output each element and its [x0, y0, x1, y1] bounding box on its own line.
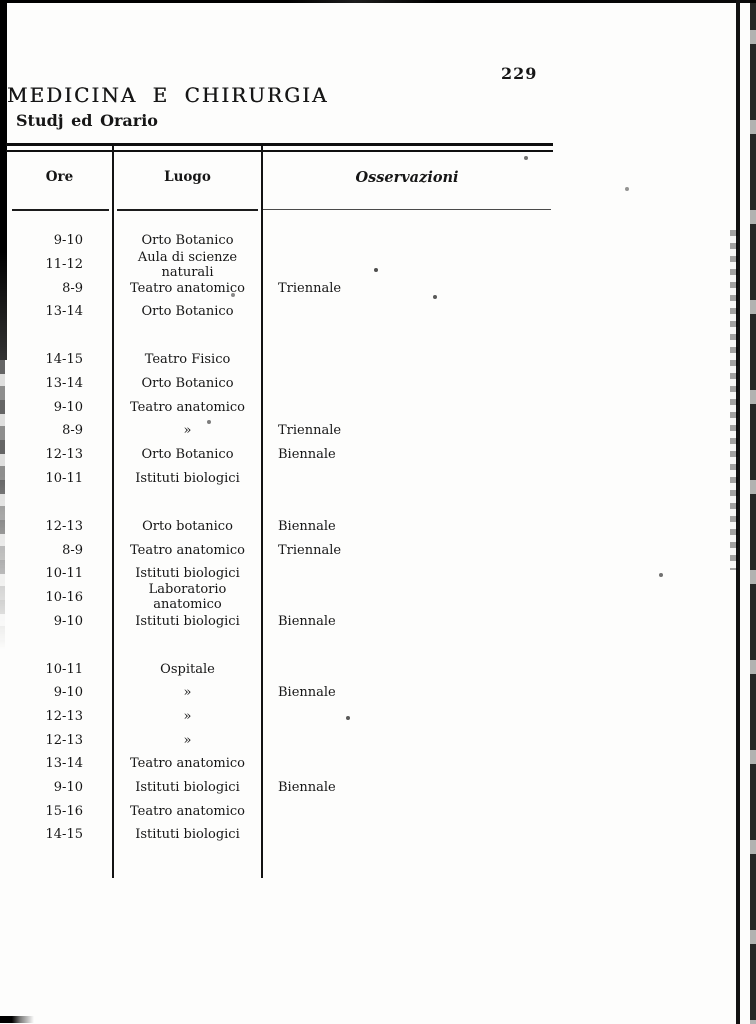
luogo-cell: Istituti biologici: [135, 613, 240, 629]
luogo-cell: »: [183, 685, 192, 701]
ore-cell: 12-13: [45, 708, 83, 724]
table-row: [6, 395, 552, 419]
column-header-ore: Ore: [45, 169, 74, 185]
column-header-osservazioni: Osservazioni: [355, 168, 459, 186]
luogo-cell: Ospitale: [160, 661, 215, 677]
column-header-luogo: Luogo: [164, 169, 211, 185]
luogo-cell: Laboratorio anatomico: [148, 582, 227, 613]
osservazioni-cell: Biennale: [278, 447, 336, 463]
ore-cell: 12-13: [45, 732, 83, 748]
table-row: [6, 752, 552, 776]
ore-cell: 9-10: [53, 233, 83, 249]
header-underline-ore: [12, 209, 109, 211]
luogo-cell: Orto Botanico: [141, 447, 234, 463]
scan-edge-top: [0, 0, 756, 3]
luogo-cell: Aula di scienze naturali: [137, 249, 238, 280]
ore-cell: 14-15: [45, 352, 83, 368]
table-row: [6, 728, 552, 752]
header-underline-luogo: [117, 209, 258, 211]
table-row: [6, 419, 552, 443]
table-row: [6, 300, 552, 324]
table-row: [6, 799, 552, 823]
ore-cell: 10-11: [45, 661, 83, 677]
luogo-cell: Teatro Fisico: [144, 352, 231, 368]
row-group-3: [6, 514, 552, 632]
luogo-cell: Orto Botanico: [141, 304, 234, 320]
scan-edge-right-outer: [750, 0, 756, 1024]
osservazioni-cell: Triennale: [278, 423, 342, 439]
table-row: [6, 705, 552, 729]
ore-cell: 9-10: [53, 779, 83, 795]
luogo-cell: Orto Botanico: [141, 376, 234, 392]
scan-edge-right-fringe: [730, 230, 738, 570]
table-row: [6, 229, 552, 253]
row-group-4: [6, 657, 552, 847]
osservazioni-cell: Biennale: [278, 613, 336, 629]
ore-cell: 11-12: [45, 257, 83, 273]
ore-cell: 10-11: [45, 470, 83, 486]
luogo-cell: Istituti biologici: [135, 470, 240, 486]
page-subtitle: Studj ed Orario: [16, 111, 158, 130]
ore-cell: 12-13: [45, 447, 83, 463]
table-row: [6, 348, 552, 372]
luogo-cell: Istituti biologici: [135, 566, 240, 582]
ore-cell: 13-14: [45, 376, 83, 392]
ore-cell: 12-13: [45, 518, 83, 534]
luogo-cell: Orto Botanico: [141, 233, 234, 249]
luogo-cell: Teatro anatomico: [129, 756, 246, 772]
table-header-row: [6, 146, 552, 208]
luogo-cell: »: [183, 423, 192, 439]
table-row: [6, 249, 552, 280]
ore-cell: 13-14: [45, 756, 83, 772]
osservazioni-cell: Triennale: [278, 542, 342, 558]
page-title: MEDICINA E CHIRURGIA: [7, 83, 329, 107]
table-row: [6, 514, 552, 538]
ore-cell: 14-15: [45, 827, 83, 843]
table-row: [6, 823, 552, 847]
ore-cell: 13-14: [45, 304, 83, 320]
table-row: [6, 681, 552, 705]
ore-cell: 10-16: [45, 589, 83, 605]
table-row: [6, 776, 552, 800]
luogo-cell: Orto botanico: [142, 518, 233, 534]
row-group-2: [6, 348, 552, 490]
ore-cell: 15-16: [45, 803, 83, 819]
schedule-table: [6, 229, 552, 871]
table-row: [6, 538, 552, 562]
row-group-1: [6, 229, 552, 324]
table-row: [6, 582, 552, 613]
ore-cell: 8-9: [62, 542, 83, 558]
luogo-cell: Teatro anatomico: [129, 542, 246, 558]
luogo-cell: Teatro anatomico: [129, 399, 246, 415]
table-row: [6, 466, 552, 490]
luogo-cell: Teatro anatomico: [129, 280, 246, 296]
table-row: [6, 657, 552, 681]
osservazioni-cell: Biennale: [278, 518, 336, 534]
luogo-cell: »: [183, 708, 192, 724]
osservazioni-cell: Biennale: [278, 779, 336, 795]
table-row: [6, 443, 552, 467]
ore-cell: 8-9: [62, 280, 83, 296]
scan-edge-left-fade: [0, 360, 5, 650]
osservazioni-cell: Biennale: [278, 685, 336, 701]
header-underline-osservazioni: [263, 209, 551, 210]
ink-specks: [0, 0, 2, 2]
luogo-cell: »: [183, 732, 192, 748]
ore-cell: 10-11: [45, 566, 83, 582]
page-number: 229: [501, 64, 538, 83]
scan-edge-bottom-left: [0, 1016, 34, 1023]
luogo-cell: Istituti biologici: [135, 827, 240, 843]
ore-cell: 9-10: [53, 399, 83, 415]
table-row: [6, 276, 552, 300]
luogo-cell: Teatro anatomico: [129, 803, 246, 819]
osservazioni-cell: Triennale: [278, 280, 342, 296]
ore-cell: 8-9: [62, 423, 83, 439]
ore-cell: 9-10: [53, 613, 83, 629]
table-row: [6, 609, 552, 633]
ore-cell: 9-10: [53, 685, 83, 701]
luogo-cell: Istituti biologici: [135, 779, 240, 795]
table-row: [6, 372, 552, 396]
table-row: [6, 562, 552, 586]
